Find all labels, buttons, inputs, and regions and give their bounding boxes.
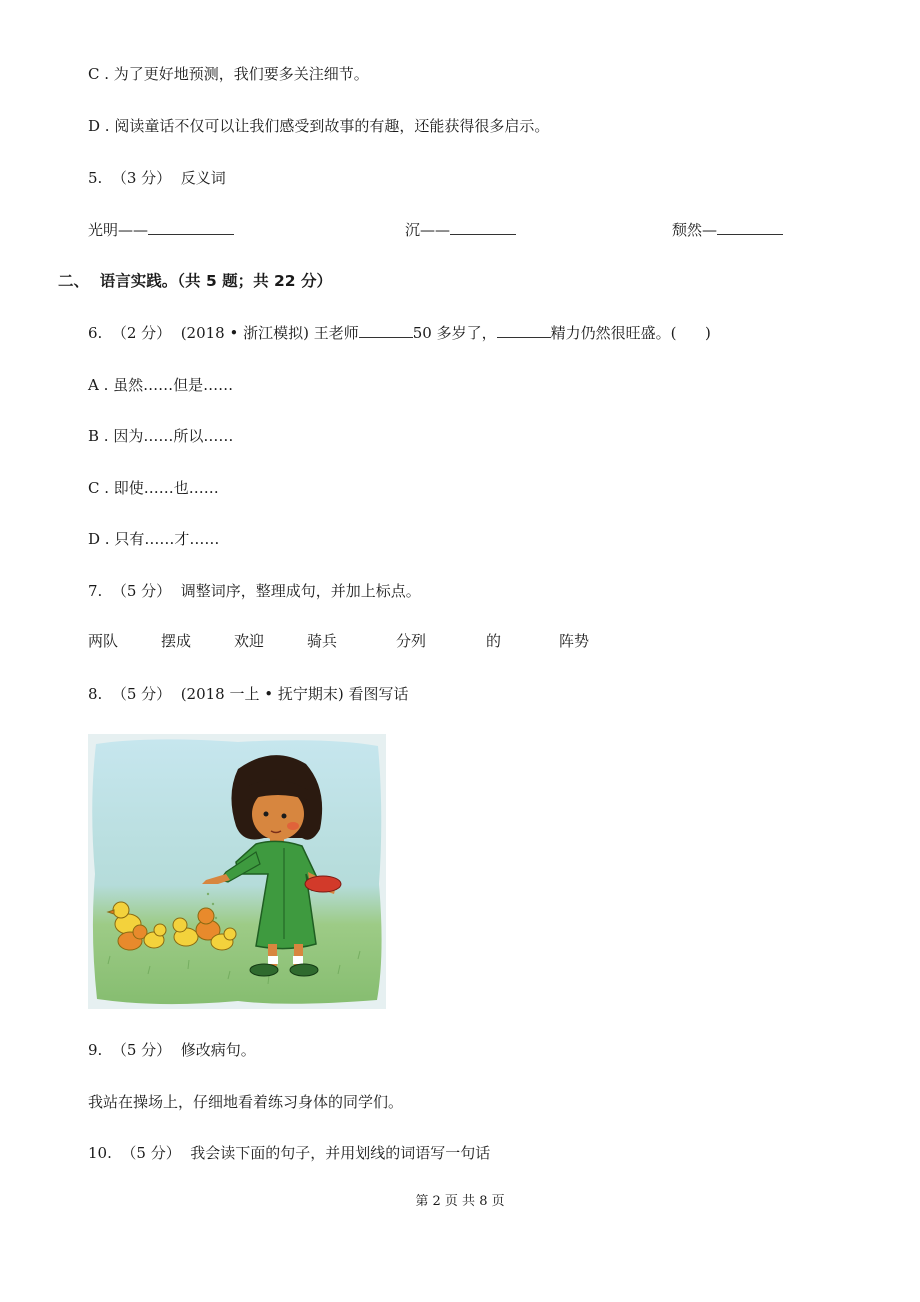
word-chip: 欢迎 bbox=[234, 632, 265, 650]
question-6-prefix: 6. （2 分） (2018 • 浙江模拟) 王老师 bbox=[88, 324, 359, 342]
girl-feeding-ducklings-illustration bbox=[88, 734, 386, 1009]
question-6-title bbox=[88, 323, 711, 343]
question-6-option-d[interactable]: D . 只有……才…… bbox=[88, 530, 220, 548]
option-d: D . 阅读童话不仅可以让我们感受到故事的有趣，还能获得很多启示。 bbox=[88, 117, 550, 135]
word-chip: 的 bbox=[486, 632, 502, 650]
question-6-middle: 50 多岁了， bbox=[412, 324, 497, 342]
answer-blank[interactable] bbox=[450, 220, 516, 235]
question-7-title: 7. （5 分） 调整词序，整理成句，并加上标点。 bbox=[88, 582, 421, 600]
question-5-title: 5. （3 分） 反义词 bbox=[88, 169, 226, 187]
question-6-option-a[interactable]: A . 虽然……但是…… bbox=[88, 376, 234, 394]
question-10-title: 10. （5 分） 我会读下面的句子，并用划线的词语写一句话 bbox=[88, 1144, 491, 1162]
antonym-word: 光明—— bbox=[88, 221, 149, 239]
question-6-option-c[interactable]: C . 即使……也…… bbox=[88, 479, 219, 497]
answer-blank[interactable] bbox=[497, 323, 551, 338]
answer-blank[interactable] bbox=[359, 323, 413, 338]
page-footer: 第 2 页 共 8 页 bbox=[415, 1194, 505, 1209]
antonym-word: 颓然— bbox=[672, 221, 718, 239]
antonym-word: 沉—— bbox=[405, 221, 451, 239]
question-6-suffix: 精力仍然很旺盛。( ) bbox=[550, 324, 711, 342]
antonym-item-1 bbox=[88, 220, 234, 240]
word-chip: 阵势 bbox=[559, 632, 590, 650]
question-9-title: 9. （5 分） 修改病句。 bbox=[88, 1041, 256, 1059]
answer-blank[interactable] bbox=[148, 220, 234, 235]
question-8-title: 8. （5 分） (2018 一上 • 抚宁期末) 看图写话 bbox=[88, 685, 409, 703]
question-9-sentence: 我站在操场上，仔细地看着练习身体的同学们。 bbox=[88, 1093, 404, 1111]
section-2-title: 二、 语言实践。（共 5 题；共 22 分） bbox=[58, 272, 332, 290]
option-c: C . 为了更好地预测，我们要多关注细节。 bbox=[88, 65, 369, 83]
word-chip: 两队 bbox=[88, 632, 119, 650]
word-chip: 摆成 bbox=[161, 632, 192, 650]
answer-blank[interactable] bbox=[717, 220, 783, 235]
antonym-item-2 bbox=[405, 220, 516, 240]
antonym-item-3 bbox=[672, 220, 783, 240]
word-chip: 骑兵 bbox=[307, 632, 338, 650]
question-6-option-b[interactable]: B . 因为……所以…… bbox=[88, 427, 234, 445]
word-chip: 分列 bbox=[396, 632, 427, 650]
